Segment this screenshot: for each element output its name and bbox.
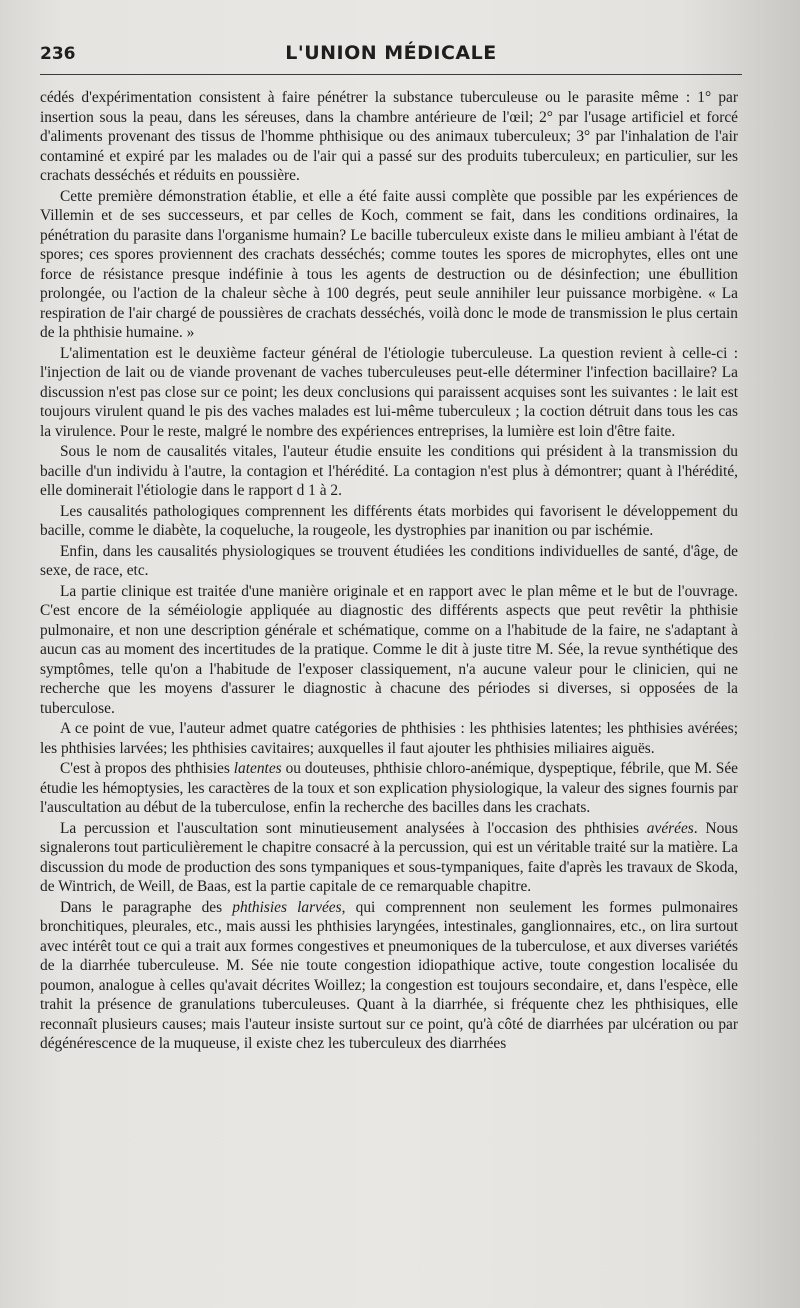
- paragraph-text: Cette première démonstration établie, et elle a été faite aussi complète que possible par les expériences de Villemin et de ses successeurs, et par celles de Koch, comment se fait, dans les conditions ordinaires, la pénétration du parasite dans l'organisme humain? Le bacille tuberculeux existe dans le milieu ambiant à l'état de spores; ces spores proviennent des crachats desséchés; comme toutes les spores de microphytes, elles ont une force de résistance presque indéfinie à tous les agents de destruction ou de désinfection; une ébullition prolongée, ou l'action de la chaleur sèche à 100 degrés, peut seule annihiler leur puissance morbigène. « La respiration de l'air chargé de poussières de crachats desséchés, voilà donc le mode de transmission le plus certain de la phthisie humaine. »: [40, 187, 738, 341]
- running-title: L'UNION MÉDICALE: [285, 42, 497, 64]
- paragraph-text: Sous le nom de causalités vitales, l'auteur étudie ensuite les conditions qui président à la transmission du bacille d'un individu à l'autre, la contagion et l'hérédité. La contagion n'est plus à démontrer; quant à l'hérédité, elle dominerait l'étiologie dans le rapport d 1 à 2.: [40, 443, 738, 499]
- paragraph-text: L'alimentation est le deuxième facteur général de l'étiologie tuberculeuse. La question revient à celle-ci : l'injection de lait ou de viande provenant de vaches tuberculeuses peut-elle déterminer l'infection bacillaire? La discussion n'est pas close sur ce point; les deux conclusions qui paraissent acquises sont les suivantes : le lait est toujours virulent quand le pis des vaches malades est lui-même tuberculeux ; la coction détruit dans tous les cas la virulence. Pour le reste, malgré le nombre des expériences entreprises, la lumière est loin d'être faite.: [40, 344, 738, 440]
- paragraph: [40, 442, 738, 501]
- paragraph: [40, 344, 738, 442]
- paragraph-text: cédés d'expérimentation consistent à faire pénétrer la substance tuberculeuse ou le parasite même : 1° par insertion sous la peau, dans les séreuses, dans la chambre antérieure de l'œil; 2° par l'usage artificiel et forcé d'aliments provenant des tissus de l'homme phthisique ou des animaux tuberculeux; 3° par l'inhalation de l'air contaminé et expiré par les malades ou de l'air qui a passé sur des produits tuberculeux; en particulier, sur les crachats desséchés et réduits en poussière.: [40, 89, 738, 184]
- paragraph-text: . Nous signalerons tout particulièrement le chapitre consacré à la percussion, qui est un véritable traité sur la matière. La discussion du mode de production des sons tympaniques et sous-tympaniques, faite d'après les travaux de Skoda, de Wintrich, de Weill, de Baas, est la partie capitale de ce remarquable chapitre.: [40, 819, 738, 895]
- paragraph: [40, 819, 738, 897]
- paragraph-text: C'est à propos des phthisies: [60, 760, 234, 777]
- body-text: [40, 88, 738, 1055]
- paragraph-text: Enfin, dans les causalités physiologiques se trouvent étudiées les conditions individuelles de santé, d'âge, de sexe, de race, etc.: [40, 542, 738, 579]
- paragraph-text: La partie clinique est traitée d'une manière originale et en rapport avec le plan même et le but de l'ouvrage. C'est encore de la séméiologie appliquée au diagnostic des différents aspects que peut revêtir la phthisie pulmonaire, et non une description générale et schématique, comme on a l'habitude de la faire, ne s'adaptant à aucun cas au moment des incertitudes de la pratique. Comme le dit à juste titre M. Sée, la revue synthétique des symptômes, telle qu'on a l'habitude de l'exposer classiquement, n'a aucune valeur pour le clinicien, qui ne recherche que les moyens d'assurer le diagnostic à chacune des périodes si diverses, si opposées de la tuberculose.: [40, 582, 738, 717]
- paragraph: [40, 542, 738, 581]
- paragraph: [40, 187, 738, 343]
- italic-text: avérées: [646, 819, 694, 837]
- paragraph-text: Les causalités pathologiques comprennent les différents états morbides qui favorisent le développement du bacille, comme le diabète, la coqueluche, la rougeole, les dystrophies par inanition ou par ischémie.: [40, 502, 738, 539]
- paragraph-text: A ce point de vue, l'auteur admet quatre catégories de phthisies : les phthisies latentes; les phthisies avérées; les phthisies larvées; les phthisies cavitaires; auxquelles il faut ajouter les phthisies miliaires aiguës.: [40, 720, 738, 757]
- paragraph: [40, 502, 738, 541]
- paragraph-text: La percussion et l'auscultation sont minutieusement analysées à l'occasion des phthisies: [60, 819, 647, 837]
- paragraph-text: ou douteuses, phthisie chloro-anémique, dyspeptique, fébrile, que M. Sée étudie les hémoptysies, les caractères de la toux et son explication physiologique, la valeur des signes fournis par l'auscultation au début de la tuberculose, enfin la recherche des bacilles dans les crachats.: [40, 760, 739, 816]
- page-number: 236: [40, 44, 76, 64]
- paragraph-text: , qui comprennent non seulement les formes pulmonaires bronchitiques, pleurales, etc., mais aussi les phthisies laryngées, intestinales, ganglionnaires, etc., on lira surtout avec intérêt tout ce qui a trait aux formes congestives et pneumoniques de la tuberculose, et aux diverses variétés de la diarrhée tuberculeuse. M. Sée nie toute congestion idiopathique active, toute congestion localisée du poumon, analogue à celles qu'avait décrites Woillez; la congestion est toujours secondaire, et, dans l'espèce, elle trahit la présence de granulations tuberculeuses. Quant à la diarrhée, si fréquente chez les phthisiques, elle reconnaît plusieurs causes; mais l'auteur insiste surtout sur ce point, qu'à côté de diarrhées par ulcération ou par dégénérescence de la muqueuse, il existe chez les tuberculeux des diarrhées: [40, 898, 738, 1052]
- paragraph: [40, 719, 738, 758]
- page-header: [40, 42, 742, 76]
- paragraph: [40, 88, 738, 186]
- paragraph: [40, 759, 738, 818]
- italic-text: phthisies larvées: [232, 898, 342, 916]
- paragraph: [40, 582, 738, 719]
- italic-text: latentes: [233, 760, 282, 777]
- paragraph-text: Dans le paragraphe des: [60, 898, 233, 916]
- paragraph: [40, 898, 738, 1054]
- header-rule: [40, 74, 742, 75]
